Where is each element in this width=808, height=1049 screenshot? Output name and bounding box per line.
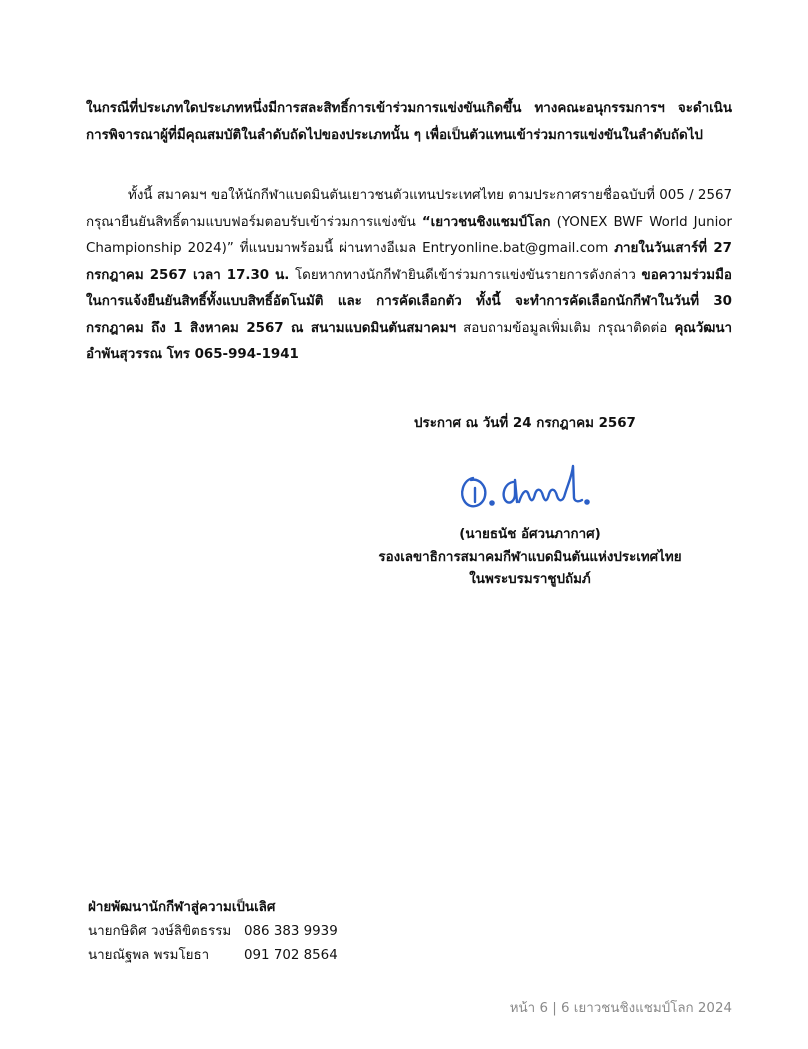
handwritten-signature <box>455 458 595 516</box>
signature-block <box>360 524 700 592</box>
para2-text-5: โดยหากทางนักกีฬายินดีเข้าร่วมการแข่งขันรายการดังกล่าว <box>289 267 642 283</box>
contact-person-text: คุณวัฒนา อำพันสุวรรณ โทร 065-994-1941 <box>86 320 732 362</box>
contact-section <box>88 896 338 968</box>
contact-name: นายกษิดิศ วงษ์ลิขิตธรรม <box>88 924 232 939</box>
paragraph-confirmation-instructions <box>86 183 732 369</box>
contact-row <box>88 920 338 944</box>
contact-phone: 086 383 9939 <box>244 924 338 939</box>
selection-dates-text: ขอความร่วมมือในการแจ้งยืนยันสิทธิ์ทั้งแบบสิทธิ์อัตโนมัติ และ การคัดเลือกตัว ทั้งนี้ จะทำการคัดเลือกนักกีฬาในวันที่ 30 กรกฎาคม ถึง 1 สิงหาคม 2567 ณ สนามแบดมินตันสมาคมฯ <box>86 267 732 336</box>
para2-text-1: ทั้งนี้ สมาคมฯ ขอให้นักกีฬาแบดมินตันเยาวชนตัวแทนประเทศไทย ตามประกาศรายชื่อฉบับที่ 005 / 2567 กรุณายืนยันสิทธิ์ตามแบบฟอร์มตอบรับเข้าร่วมการแข่งขัน <box>86 188 732 230</box>
contact-phone: 091 702 8564 <box>244 948 338 963</box>
paragraph-withdrawal-policy: ในกรณีที่ประเภทใดประเภทหนึ่งมีการสละสิทธิ์การเข้าร่วมการแข่งขันเกิดขึ้น ทางคณะอนุกรรมการฯ จะดำเนินการพิจารณาผู้ที่มีคุณสมบัติในลำดับถัดไปของประเภทนั้น ๆ เพื่อเป็นตัวแทนเข้าร่วมการแข่งขันในลำดับถัดไป <box>86 101 732 143</box>
signer-name: (นายธนัช อัศวนภากาศ) <box>459 527 601 542</box>
contact-department-title: ฝ่ายพัฒนานักกีฬาสู่ความเป็นเลิศ <box>88 900 276 915</box>
deadline-text: ภายในวันเสาร์ที่ 27 กรกฎาคม 2567 เวลา 17.30 น. <box>86 241 732 283</box>
signer-position: รองเลขาธิการสมาคมกีฬาแบดมินตันแห่งประเทศไทย <box>378 549 682 565</box>
page-footer: หน้า 6 | 6 เยาวชนชิงแชมป์โลก 2024 <box>509 1001 732 1016</box>
signer-patronage: ในพระบรมราชูปถัมภ์ <box>469 572 591 587</box>
announcement-date: ประกาศ ณ วันที่ 24 กรกฎาคม 2567 <box>414 416 636 431</box>
para2-text-7: สอบถามข้อมูลเพิ่มเติม กรุณาติดต่อ <box>456 320 675 336</box>
para2-text-3: (YONEX BWF World Junior Championship 2024)” ที่แนบมาพร้อมนี้ ผ่านทางอีเมล Entryonline.bat@gmail.com <box>86 214 732 256</box>
tournament-name: “เยาวชนชิงแชมป์โลก <box>421 214 551 230</box>
contact-name: นายณัฐพล พรมโยธา <box>88 948 210 963</box>
contact-row <box>88 944 338 968</box>
